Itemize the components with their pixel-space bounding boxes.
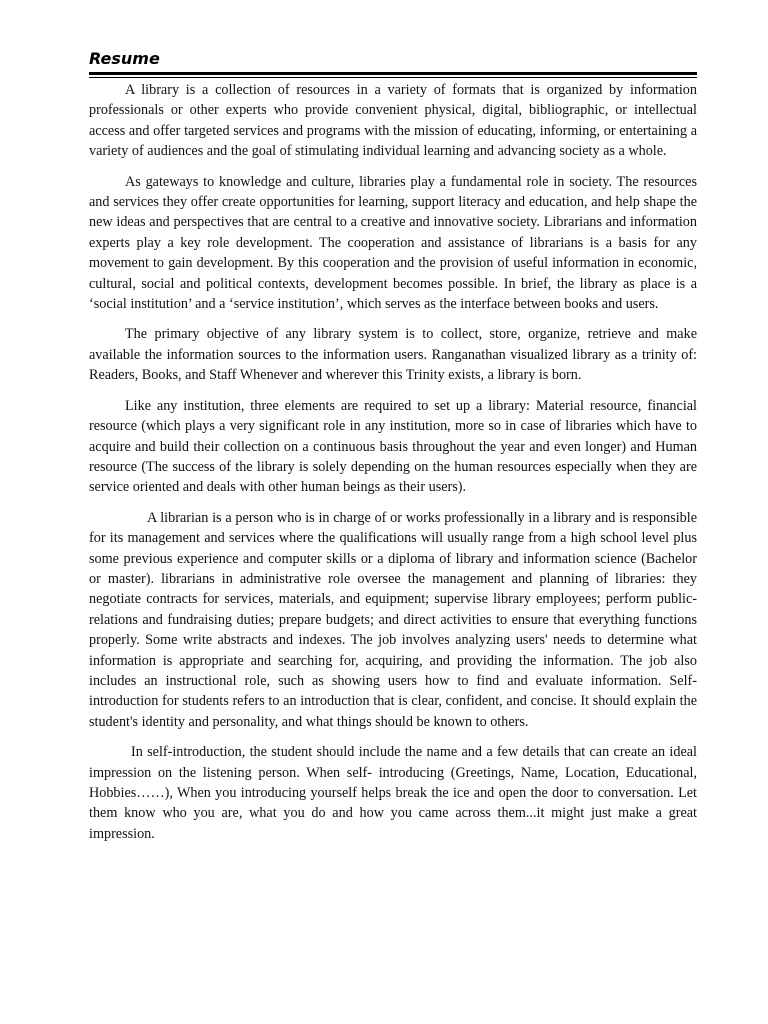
paragraph-three-elements: Like any institution, three elements are required to set up a library: Material resource, financial resource (which plays a very significant role in any institution, more so in case of libraries which have to acquire and build their collection on a continuous basis throughout the year and even longer) and Human resource (The success of the library is solely depending on the human resources especially when they are service oriented and deals with other human beings as their users). — [89, 397, 697, 496]
title-rule-thin — [89, 77, 697, 78]
document-title: Resume — [89, 49, 160, 68]
paragraph-primary-objective: The primary objective of any library system is to collect, store, organize, retrieve and make available the information sources to the information users. Ranganathan visualized library as a trinity of: Readers, Books, and Staff Whenever and wherever this Trinity exists, a library is born. — [89, 326, 697, 384]
document-body — [89, 80, 697, 844]
document-page — [89, 48, 697, 854]
paragraph-self-introduction: In self-introduction, the student should include the name and a few details that can create an ideal impression on the listening person. When self- introducing (Greetings, Name, Location, Educational, Hobbies……), When you introducing yourself helps break the ice and open the door to conversation. Let them know who you are, what you do and how you came across them...it might just make a great impression. — [89, 744, 697, 842]
paragraph-gateways: As gateways to knowledge and culture, libraries play a fundamental role in society. The resources and services they offer create opportunities for learning, support literacy and education, and help shape the new ideas and perspectives that are central to a creative and innovative society. Librarians and information experts play a key role development. The cooperation and assistance of librarians is a basis for any movement to gain development. By this cooperation and the provision of useful information in economic, cultural, social and political contexts, development becomes possible. In brief, the library as place is a ‘social institution’ and a ‘service institution’, which serves as the interface between books and users. — [89, 173, 697, 313]
paragraph-librarian: A librarian is a person who is in charge of or works professionally in a library and is responsible for its management and services where the qualifications will usually range from a high school level plus some previous experience and computer skills or a diploma of library and information science (Bachelor or master). librarians in administrative role oversee the management and planning of libraries: they negotiate contracts for services, materials, and equipment; supervise library employees; perform public-relations and fundraising duties; prepare budgets; and direct activities to ensure that everything functions properly. Some write abstracts and indexes. The job involves analyzing users' needs to determine what information is appropriate and searching for, acquiring, and providing the information. The job also includes an instructional role, such as showing users how to find and evaluate information. Self-introduction for students refers to an introduction that is clear, confident, and concise. It should explain the student's identity and personality, and what things should be known to others. — [89, 509, 697, 730]
paragraph-library-definition: A library is a collection of resources in a variety of formats that is organized by information professionals or other experts who provide convenient physical, digital, bibliographic, or intellectual access and offer targeted services and programs with the mission of educating, informing, or entertaining a variety of audiences and the goal of stimulating individual learning and advancing society as a whole. — [89, 82, 697, 160]
title-rule-thick — [89, 72, 697, 75]
